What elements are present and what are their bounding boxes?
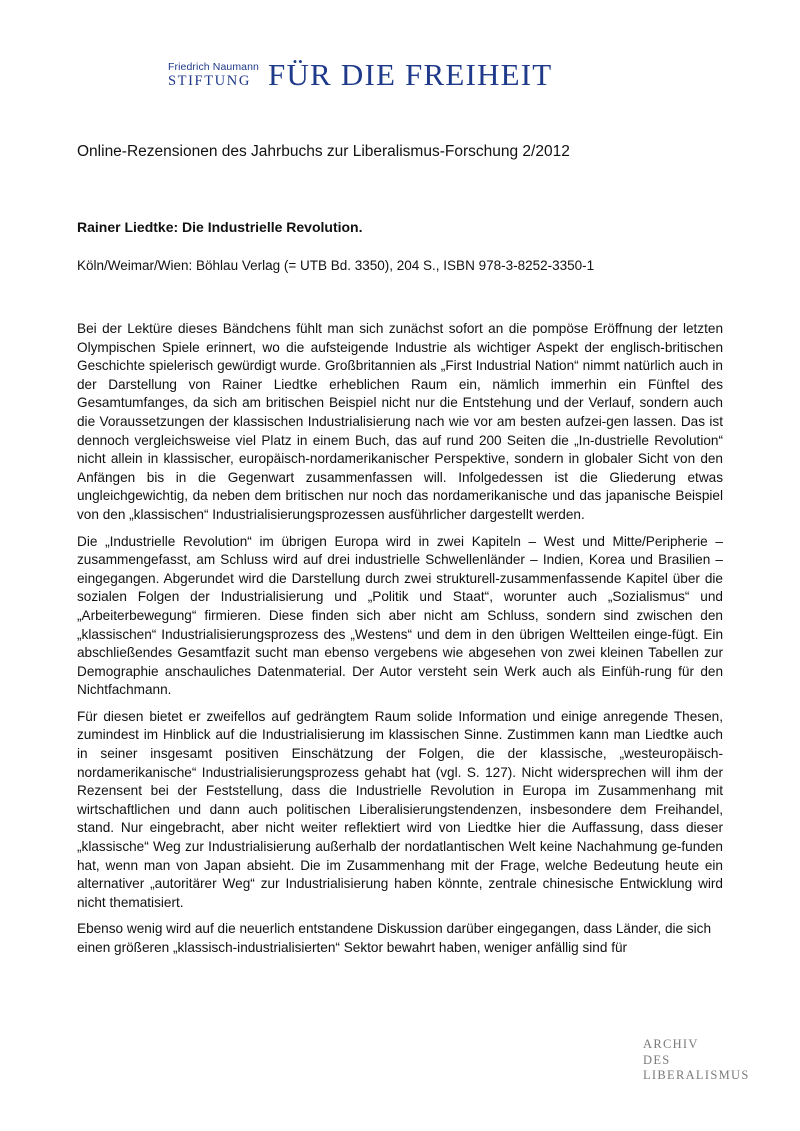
archiv-line-2: DES bbox=[643, 1052, 671, 1067]
logo-left-block bbox=[168, 61, 260, 90]
archiv-logo bbox=[643, 1037, 750, 1084]
review-paragraph-2: Die „Industrielle Revolution“ im übrigen Europa wird in zwei Kapiteln – West und Mitte/Peripherie – zusammengefasst, am Schluss wird auf drei industrielle Schwellenländer – Indien, Korea und Brasilien – eingegangen. Abgerundet wird die Darstellung durch zwei strukturell-zusammenfassende Kapitel über die sozialen Folgen der Industrialisierung und „Politik und Staat“, worunter auch „Sozialismus“ und „Arbeiterbewegung“ firmieren. Diese finden sich aber nicht am Schluss, sondern sind zwischen den „klassischen“ Industrialisierungsprozess des „Westens“ und dem in den übrigen Weltteilen einge-fügt. Ein abschließendes Gesamtfazit sucht man ebenso vergebens wie abgesehen von zwei kleinen Tabellen zur Demographie anschauliches Datenmaterial. Der Autor versteht sein Werk auch als Einfüh-rung für den Nichtfachmann. bbox=[77, 533, 723, 698]
logo-freiheit: FÜR DIE FREIHEIT bbox=[268, 57, 553, 92]
review-body bbox=[77, 320, 723, 966]
review-paragraph-3: Für diesen bietet er zweifellos auf gedrängtem Raum solide Information und einige anregende Thesen, zumindest im Hinblick auf die Industrialisierung im klassischen Sinne. Zustimmen kann man Liedtke auch in seiner insgesamt positiven Einschätzung der Folgen, die der klassische, „westeuropäisch-nordamerikanische“ Industrialisierungsprozess gehabt hat (vgl. S. 127). Nicht widersprechen will ihm der Rezensent bei der Feststellung, dass die Industrielle Revolution in Europa im Zusammenhang mit wirtschaftlichen und dann auch politischen Liberalisierungstendenzen, insbesondere dem Freihandel, stand. Nur eingebracht, aber nicht weiter reflektiert wird von Liedtke hier die Auffassung, dass dieser „klassische“ Weg zur Industrialisierung außerhalb der nordatlantischen Welt keine Nachahmung ge-funden hat, wenn man von Japan absieht. Die im Zusammenhang mit der Frage, welche Bedeutung heute ein alternativer „autoritärer Weg“ zur Industrialisierung haben könnte, zentrale chinesische Entwicklung wird nicht thematisiert. bbox=[77, 708, 723, 910]
review-paragraph-1: Bei der Lektüre dieses Bändchens fühlt man sich zunächst sofort an die pompöse Eröffnung der letzten Olympischen Spiele erinnert, wo die aufsteigende Industrie als wichtiger Aspekt der englisch-britischen Geschichte spielerisch gewürdigt wurde. Großbritannien als „First Industrial Nation“ nimmt natürlich auch in der Darstellung von Rainer Liedtke erheblichen Raum ein, nämlich immerhin ein Fünftel des Gesamtumfanges, da sich am britischen Beispiel nicht nur die Entstehung und der Verlauf, sondern auch die Voraussetzungen der klassischen Industrialisierung nach wie vor am besten aufzei-gen lassen. Das ist dennoch vergleichsweise viel Platz in einem Buch, das auf rund 200 Seiten die „In-dustrielle Revolution“ nicht allein in klassischer, europäisch-nordamerikanischer Perspektive, sondern in globaler Sicht von den Anfängen bis in die Gegenwart zusammenfassen will. Infolgedessen ist die Gliederung etwas ungleichgewichtig, da neben dem britischen nur noch das nordamerikanische und das japanische Beispiel von den „klassischen“ Industrialisierungsprozessen ausführlicher dargestellt werden. bbox=[77, 321, 723, 522]
review-paragraph-4: Ebenso wenig wird auf die neuerlich entstandene Diskussion darüber eingegangen, dass Länder, die sich einen größeren „klassisch-industrialisierten“ Sektor bewahrt haben, weniger anfällig sind für bbox=[77, 921, 712, 955]
book-title: Rainer Liedtke: Die Industrielle Revolution. bbox=[77, 219, 363, 235]
logo-foundation-name: Friedrich Naumann bbox=[168, 60, 259, 73]
publication-info: Köln/Weimar/Wien: Böhlau Verlag (= UTB Bd. 3350), 204 S., ISBN 978-3-8252-3350-1 bbox=[77, 258, 595, 273]
page-title: Online-Rezensionen des Jahrbuchs zur Liberalismus-Forschung 2/2012 bbox=[77, 143, 570, 160]
foundation-logo bbox=[168, 50, 602, 100]
archiv-line-3: LIBERALISMUS bbox=[643, 1068, 750, 1082]
logo-stiftung: STIFTUNG bbox=[168, 72, 251, 89]
archiv-line-1: ARCHIV bbox=[643, 1037, 699, 1051]
